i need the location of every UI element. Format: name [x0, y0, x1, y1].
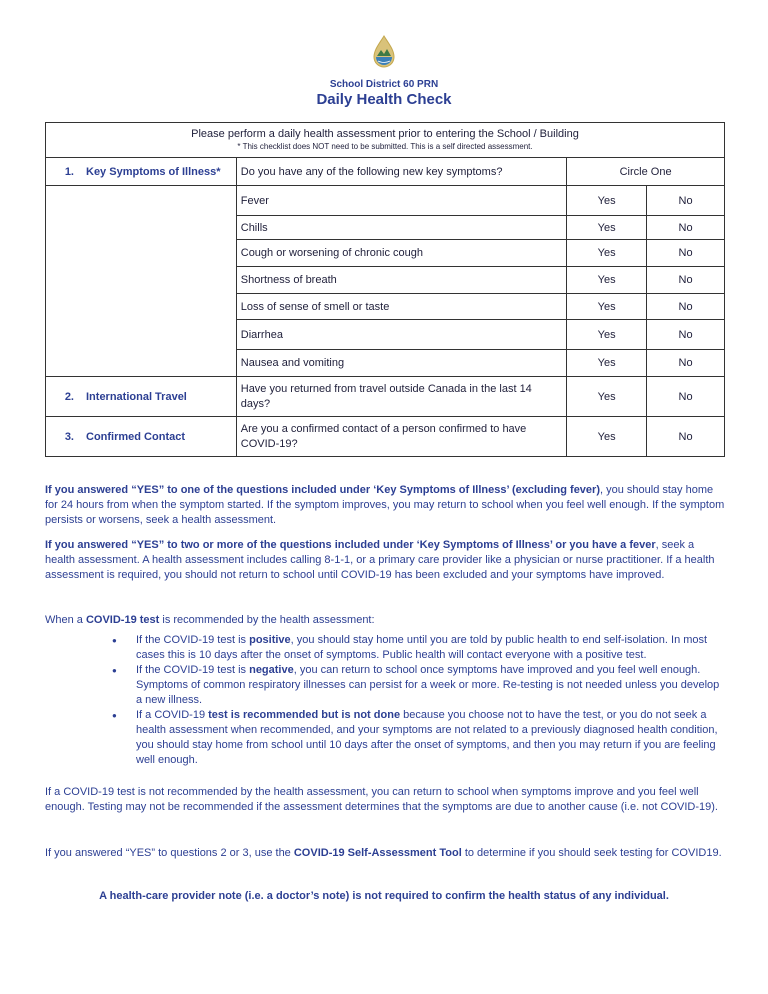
doctor-note-statement: A health-care provider note (i.e. a doctor’s note) is not required to confirm the health status of any individual.	[99, 890, 669, 902]
list-bold: negative	[249, 664, 294, 676]
section-2-question: Have you returned from travel outside Canada in the last 14 days?	[236, 377, 566, 417]
no-option[interactable]: No	[647, 267, 725, 294]
yes-option[interactable]: Yes	[567, 320, 647, 350]
paragraph-multiple-symptoms	[45, 538, 725, 583]
list-text: If a COVID-19	[136, 709, 209, 721]
no-option[interactable]: No	[647, 240, 725, 267]
section-3-question: Are you a confirmed contact of a person confirmed to have COVID-19?	[236, 417, 566, 457]
yes-option[interactable]: Yes	[567, 350, 647, 377]
paragraph-text: , you should stay home for 24 hours from when the symptom started. If the symptom improves, you may return to school when you feel well enough. If the symptom persists or worsens, seek a health assessment.	[45, 484, 725, 526]
symptoms-blank-cell	[46, 186, 237, 377]
yes-option[interactable]: Yes	[567, 417, 647, 457]
section-label: International Travel	[86, 390, 187, 403]
section-label: Key Symptoms of Illness*	[86, 165, 221, 178]
yes-option[interactable]: Yes	[567, 240, 647, 267]
section-1-header-row	[46, 158, 725, 186]
circle-one-label: Circle One	[567, 158, 725, 186]
paragraph-text: If you answered “YES” to questions 2 or 3, use the	[45, 847, 294, 859]
test-result-list	[112, 633, 727, 768]
section-3-row	[46, 417, 725, 457]
yes-option[interactable]: Yes	[567, 377, 647, 417]
no-option[interactable]: No	[647, 186, 725, 216]
paragraph-text: to determine if you should seek testing for COVID19.	[461, 847, 722, 859]
yes-option[interactable]: Yes	[567, 267, 647, 294]
paragraph-covid-test	[45, 613, 725, 628]
list-text: , you should stay home until you are told by public health to end self-isolation. In most cases this is 10 days after the onset of symptoms. Public health will contact everyone with a positive test.	[136, 634, 708, 661]
no-option[interactable]: No	[647, 294, 725, 320]
water-drop-logo-icon	[372, 35, 396, 69]
symptom-name: Shortness of breath	[236, 267, 566, 294]
section-3-label	[46, 417, 237, 457]
symptom-name: Fever	[236, 186, 566, 216]
section-number: 3.	[64, 430, 74, 443]
self-assessment-tool-link: COVID-19 Self-Assessment Tool	[293, 847, 462, 859]
paragraph-self-assessment	[45, 846, 725, 861]
paragraph-bold: COVID-19 test	[85, 614, 160, 626]
section-2-row	[46, 377, 725, 417]
list-text: If the COVID-19 test is	[136, 634, 250, 646]
yes-option[interactable]: Yes	[567, 294, 647, 320]
intro-note: * This checklist does NOT need to be submitted. This is a self directed assessment.	[237, 141, 533, 151]
section-1-question: Do you have any of the following new key symptoms?	[236, 158, 566, 186]
paragraph-text: When a	[45, 614, 86, 626]
paragraph-bold: If you answered “YES” to two or more of the questions included under ‘Key Symptoms of Illness’ or you have a fever	[45, 539, 656, 551]
list-text: because you choose not to have the test, or you do not seek a health assessment when recommended, and your symptoms are not related to a previously diagnosed health condition, you should stay home from school until 10 days after the onset of symptoms, and then you may return if you are feeling well enough.	[136, 709, 718, 766]
list-text: , you can return to school once symptoms have improved and you feel well enough. Symptoms of common respiratory illnesses can persist for a week or more. Re-testing is not needed unless you develop a new illness.	[136, 664, 720, 706]
symptom-row	[46, 186, 725, 216]
page-title: Daily Health Check	[316, 91, 452, 108]
health-check-table	[45, 122, 725, 457]
paragraph-text: is recommended by the health assessment:	[159, 614, 375, 626]
no-option[interactable]: No	[647, 216, 725, 240]
symptom-name: Nausea and vomiting	[236, 350, 566, 377]
list-item	[112, 708, 727, 768]
intro-cell	[46, 123, 725, 158]
symptom-name: Chills	[236, 216, 566, 240]
symptom-name: Loss of sense of smell or taste	[236, 294, 566, 320]
list-item	[112, 663, 727, 708]
section-label: Confirmed Contact	[86, 430, 185, 443]
district-name: School District 60 PRN	[329, 79, 439, 90]
section-number: 1.	[64, 165, 74, 178]
no-option[interactable]: No	[647, 350, 725, 377]
intro-row	[46, 123, 725, 158]
yes-option[interactable]: Yes	[567, 216, 647, 240]
yes-option[interactable]: Yes	[567, 186, 647, 216]
section-2-label	[46, 377, 237, 417]
section-1-label	[46, 158, 237, 186]
symptom-name: Diarrhea	[236, 320, 566, 350]
paragraph-single-symptom	[45, 483, 725, 528]
symptom-name: Cough or worsening of chronic cough	[236, 240, 566, 267]
paragraph-not-recommended: If a COVID-19 test is not recommended by the health assessment, you can return to school when symptoms improve and you feel well enough. Testing may not be recommended if the assessment determines that the symptoms are due to another cause (i.e. not COVID-19).	[45, 786, 718, 813]
paragraph-text: , seek a health assessment. A health assessment includes calling 8-1-1, or a primary care provider like a physician or nurse practitioner. If a health assessment is required, you should not return to school until COVID-19 has been excluded and your symptoms have improved.	[45, 539, 715, 581]
list-bold: test is recommended but is not done	[208, 709, 401, 721]
intro-text: Please perform a daily health assessment prior to entering the School / Building	[191, 128, 579, 141]
no-option[interactable]: No	[647, 377, 725, 417]
no-option[interactable]: No	[647, 320, 725, 350]
list-text: If the COVID-19 test is	[136, 664, 250, 676]
paragraph-bold: If you answered “YES” to one of the questions included under ‘Key Symptoms of Illness’ (excluding fever)	[45, 484, 600, 496]
list-item	[112, 633, 727, 663]
no-option[interactable]: No	[647, 417, 725, 457]
list-bold: positive	[249, 634, 291, 646]
section-number: 2.	[64, 390, 74, 403]
